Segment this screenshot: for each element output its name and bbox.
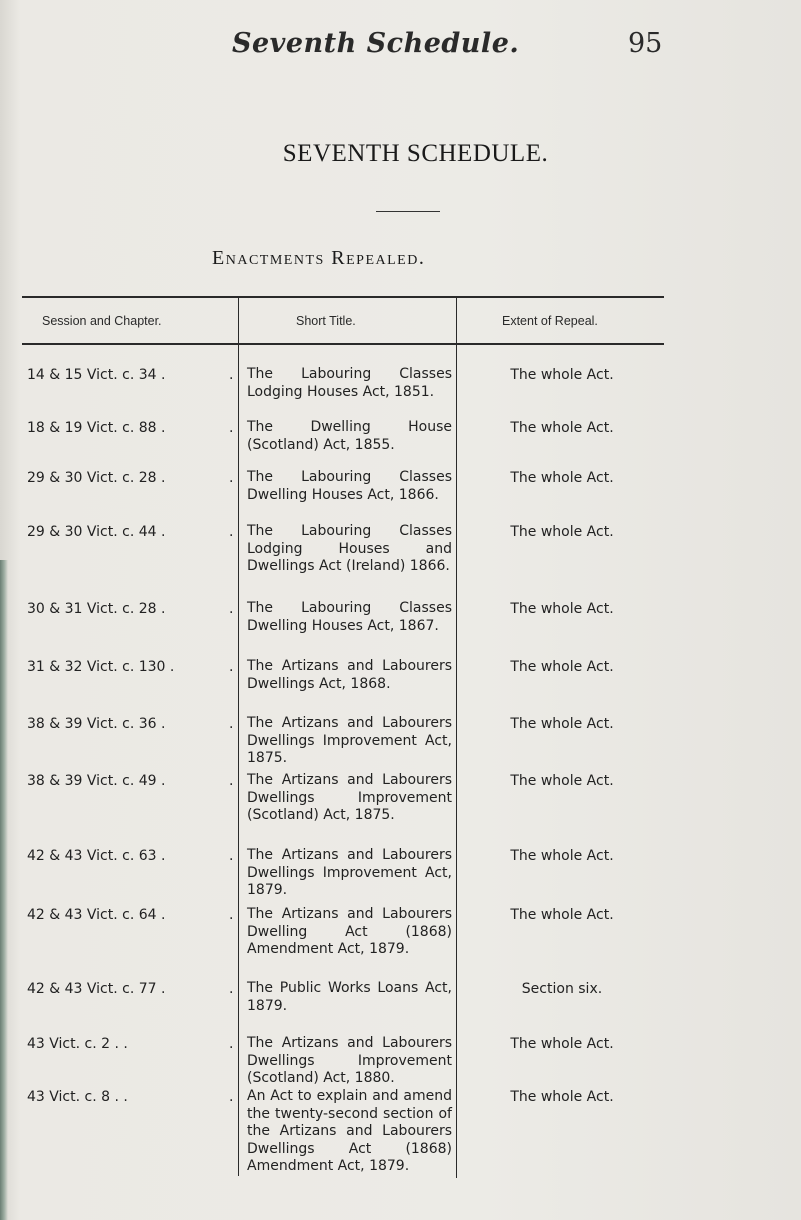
dot-leader: .	[229, 659, 234, 675]
running-head	[0, 22, 801, 66]
short-title-cell: The Dwelling House (Scotland) Act, 1855.	[247, 419, 452, 453]
session-chapter-cell: 42 & 43 Vict. c. 77 .	[27, 981, 166, 997]
extent-of-repeal-cell: The whole Act.	[510, 601, 614, 617]
short-title-cell: The Labouring Classes Dwelling Houses Act, 1866.	[247, 469, 452, 503]
dot-leader: .	[229, 848, 234, 864]
session-chapter-cell: 30 & 31 Vict. c. 28 .	[27, 601, 166, 617]
running-title: Seventh Schedule.	[232, 28, 520, 59]
extent-of-repeal-cell: The whole Act.	[510, 716, 614, 732]
header-short-title: Short Title.	[296, 314, 356, 328]
extent-of-repeal-cell: The whole Act.	[510, 773, 614, 789]
column-divider-right	[456, 298, 457, 1178]
dot-leader: .	[229, 470, 234, 486]
short-title-cell: The Artizans and Labourers Dwelling Act (1868) Amendment Act, 1879.	[247, 906, 452, 957]
extent-of-repeal-cell: The whole Act.	[510, 420, 614, 436]
session-chapter-cell: 38 & 39 Vict. c. 36 .	[27, 716, 166, 732]
extent-of-repeal-cell: The whole Act.	[510, 659, 614, 675]
session-chapter-cell: 38 & 39 Vict. c. 49 .	[27, 773, 166, 789]
page-number: 95	[628, 28, 663, 59]
extent-of-repeal-cell: The whole Act.	[510, 1089, 614, 1105]
session-chapter-cell: 14 & 15 Vict. c. 34 .	[27, 367, 166, 383]
session-chapter-cell: 42 & 43 Vict. c. 63 .	[27, 848, 166, 864]
dot-leader: .	[229, 367, 234, 383]
dot-leader: .	[229, 601, 234, 617]
short-title-cell: The Artizans and Labourers Dwellings Improvement Act, 1875.	[247, 715, 452, 766]
extent-of-repeal-cell: The whole Act.	[510, 367, 614, 383]
page-edge-binding	[0, 560, 8, 1220]
session-chapter-cell: 31 & 32 Vict. c. 130 .	[27, 659, 175, 675]
extent-of-repeal-cell: The whole Act.	[510, 1036, 614, 1052]
extent-of-repeal-cell: The whole Act.	[510, 470, 614, 486]
session-chapter-cell: 42 & 43 Vict. c. 64 .	[27, 907, 166, 923]
short-title-cell: The Labouring Classes Dwelling Houses Act, 1867.	[247, 600, 452, 634]
session-chapter-cell: 29 & 30 Vict. c. 44 .	[27, 524, 166, 540]
dot-leader: .	[229, 716, 234, 732]
column-divider-left	[238, 298, 239, 1176]
session-chapter-cell: 43 Vict. c. 8 . .	[27, 1089, 128, 1105]
extent-of-repeal-cell: The whole Act.	[510, 907, 614, 923]
extent-of-repeal-cell: The whole Act.	[510, 848, 614, 864]
dot-leader: .	[229, 524, 234, 540]
dot-leader: .	[229, 907, 234, 923]
short-title-cell: The Labouring Classes Lodging Houses Act, 1851.	[247, 366, 452, 400]
short-title-cell: The Artizans and Labourers Dwellings Act, 1868.	[247, 658, 452, 692]
dot-leader: .	[229, 420, 234, 436]
dot-leader: .	[229, 1036, 234, 1052]
header-extent: Extent of Repeal.	[502, 314, 598, 328]
header-session: Session and Chapter.	[42, 314, 162, 328]
short-title-cell: The Artizans and Labourers Dwellings Improvement (Scotland) Act, 1880.	[247, 1035, 452, 1086]
short-title-cell: The Public Works Loans Act, 1879.	[247, 980, 452, 1014]
short-title-cell: An Act to explain and amend the twenty-second section of the Artizans and Labourers Dwellings Act (1868) Amendment Act, 1879.	[247, 1088, 452, 1174]
section-title: Enactments Repealed.	[212, 247, 426, 269]
schedule-title: SEVENTH SCHEDULE.	[282, 140, 549, 167]
table-header-rule	[22, 343, 664, 345]
extent-of-repeal-cell: The whole Act.	[510, 524, 614, 540]
session-chapter-cell: 29 & 30 Vict. c. 28 .	[27, 470, 166, 486]
dot-leader: .	[229, 981, 234, 997]
session-chapter-cell: 18 & 19 Vict. c. 88 .	[27, 420, 166, 436]
extent-of-repeal-cell: Section six.	[521, 981, 603, 997]
dot-leader: .	[229, 1089, 234, 1105]
table-top-rule	[22, 296, 664, 298]
title-rule	[376, 211, 440, 212]
short-title-cell: The Artizans and Labourers Dwellings Improvement Act, 1879.	[247, 847, 452, 898]
session-chapter-cell: 43 Vict. c. 2 . .	[27, 1036, 128, 1052]
short-title-cell: The Artizans and Labourers Dwellings Improvement (Scotland) Act, 1875.	[247, 772, 452, 823]
short-title-cell: The Labouring Classes Lodging Houses and Dwellings Act (Ireland) 1866.	[247, 523, 452, 574]
dot-leader: .	[229, 773, 234, 789]
